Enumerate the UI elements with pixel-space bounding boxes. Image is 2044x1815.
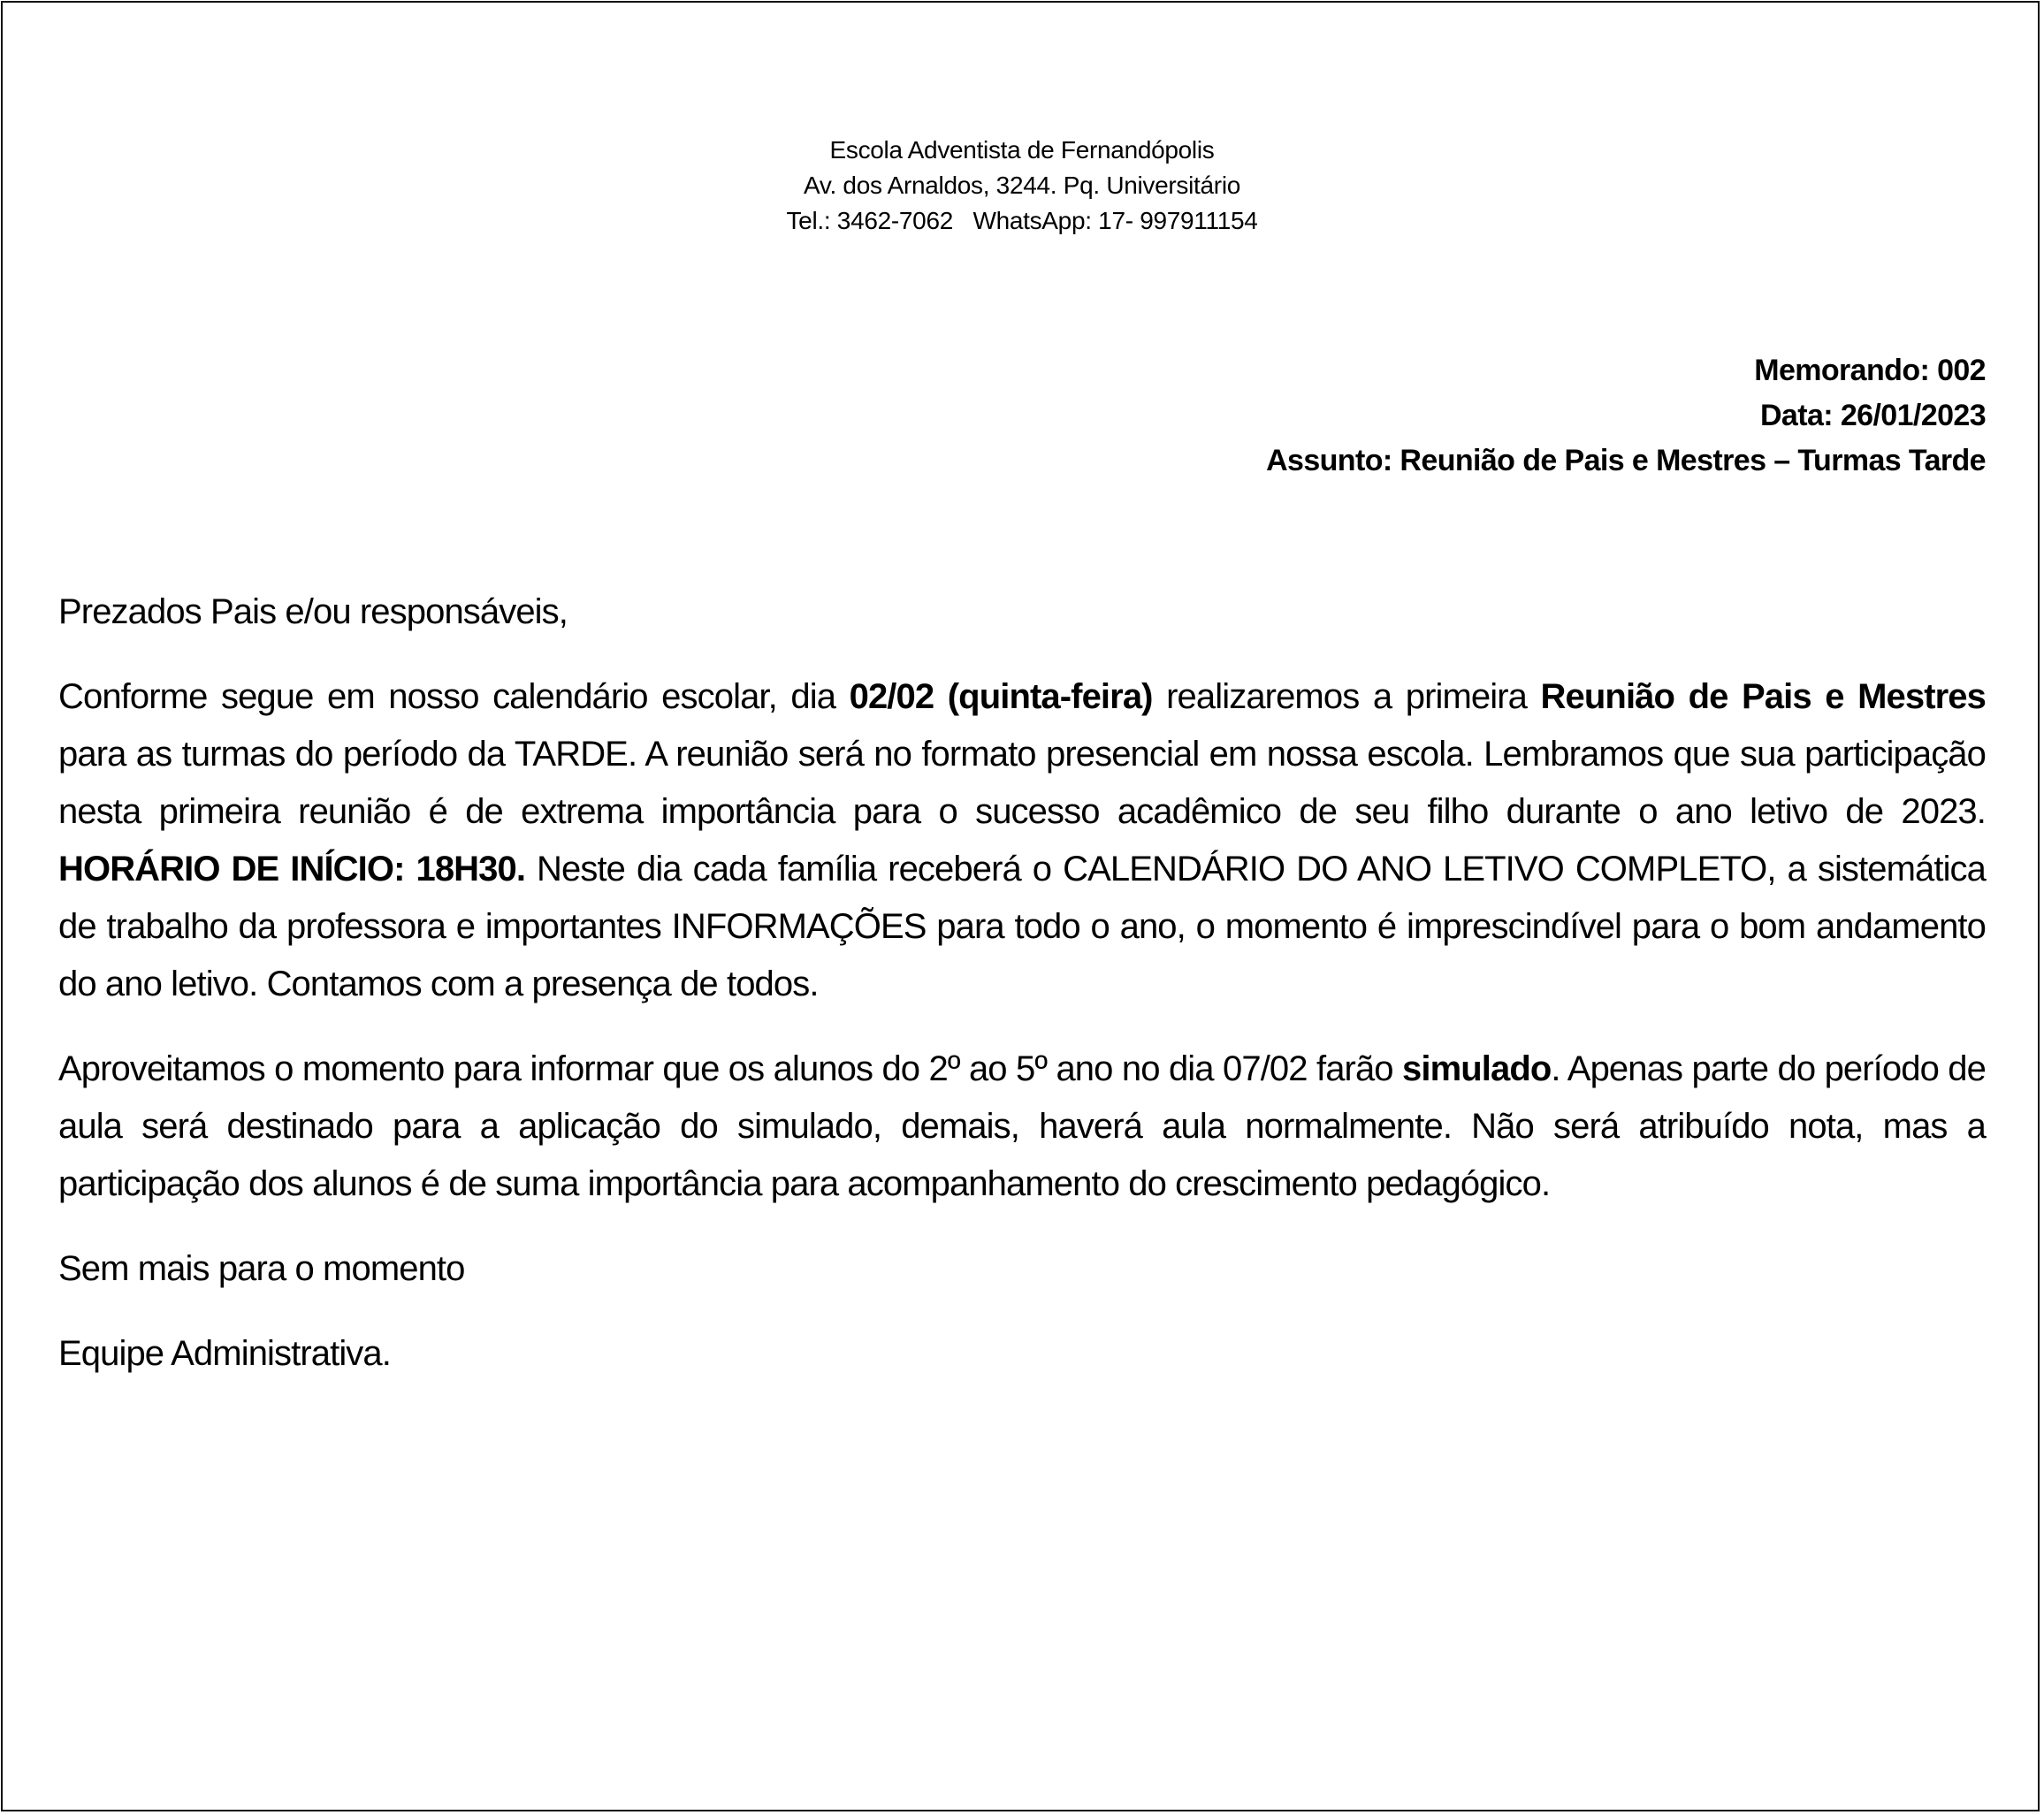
p1-text-1: Conforme segue em nosso calendário escolar, dia [58, 677, 850, 716]
p1-text-4: Neste dia cada família receberá o CALENDÁRIO DO ANO LETIVO COMPLETO, a sistemática de trabalho da professora e importantes INFORMAÇÕES para todo o ano, o momento é imprescindível para o bom andamento do ano letivo. Contamos com a presença de todos. [58, 850, 1987, 1003]
meeting-date: 02/02 (quinta-feira) [849, 677, 1153, 716]
p2-text-2: . Apenas parte do período de aula será destinado para a aplicação do simulado, demais, haverá aula normalmente. Não será atribuído nota, mas a participação dos alunos é de suma importância para acompanhamento do crescimento pedagógico. [58, 1049, 1986, 1203]
p1-text-2: realizaremos a primeira [1152, 677, 1541, 716]
memo-date: Data: 26/01/2023 [1759, 399, 1986, 432]
p2-text-1: Aproveitamos o momento para informar que os alunos do 2º ao 5º ano no dia 07/02 farão [58, 1049, 1403, 1088]
school-address: Av. dos Arnaldos, 3244. Pq. Universitário [803, 172, 1241, 199]
signature: Equipe Administrativa. [58, 1334, 391, 1373]
memo-header [1266, 348, 1986, 484]
school-contact: Tel.: 3462-7062 WhatsApp: 17- 997911154 [786, 207, 1258, 234]
memo-subject: Assunto: Reunião de Pais e Mestres – Turmas Tarde [1266, 444, 1986, 477]
meeting-start-time: HORÁRIO DE INÍCIO: 18H30. [58, 850, 526, 888]
memo-number: Memorando: 002 [1754, 354, 1986, 387]
paragraph-meeting [58, 668, 1986, 1013]
salutation: Prezados Pais e/ou responsáveis, [58, 592, 568, 631]
letter-body [58, 583, 1986, 1410]
simulado-word: simulado [1402, 1049, 1552, 1088]
meeting-name: Reunião de Pais e Mestres [1540, 677, 1987, 716]
closing: Sem mais para o momento [58, 1249, 465, 1288]
paragraph-simulado [58, 1041, 1986, 1213]
school-name: Escola Adventista de Fernandópolis [829, 136, 1215, 164]
p1-text-3: para as turmas do período da TARDE. A reunião será no formato presencial em nossa escola. Lembramos que sua participação nesta primeira reunião é de extrema importância para o sucesso acadêmico de seu filho durante o ano letivo de 2023. [58, 735, 1986, 831]
letterhead [0, 133, 2044, 239]
